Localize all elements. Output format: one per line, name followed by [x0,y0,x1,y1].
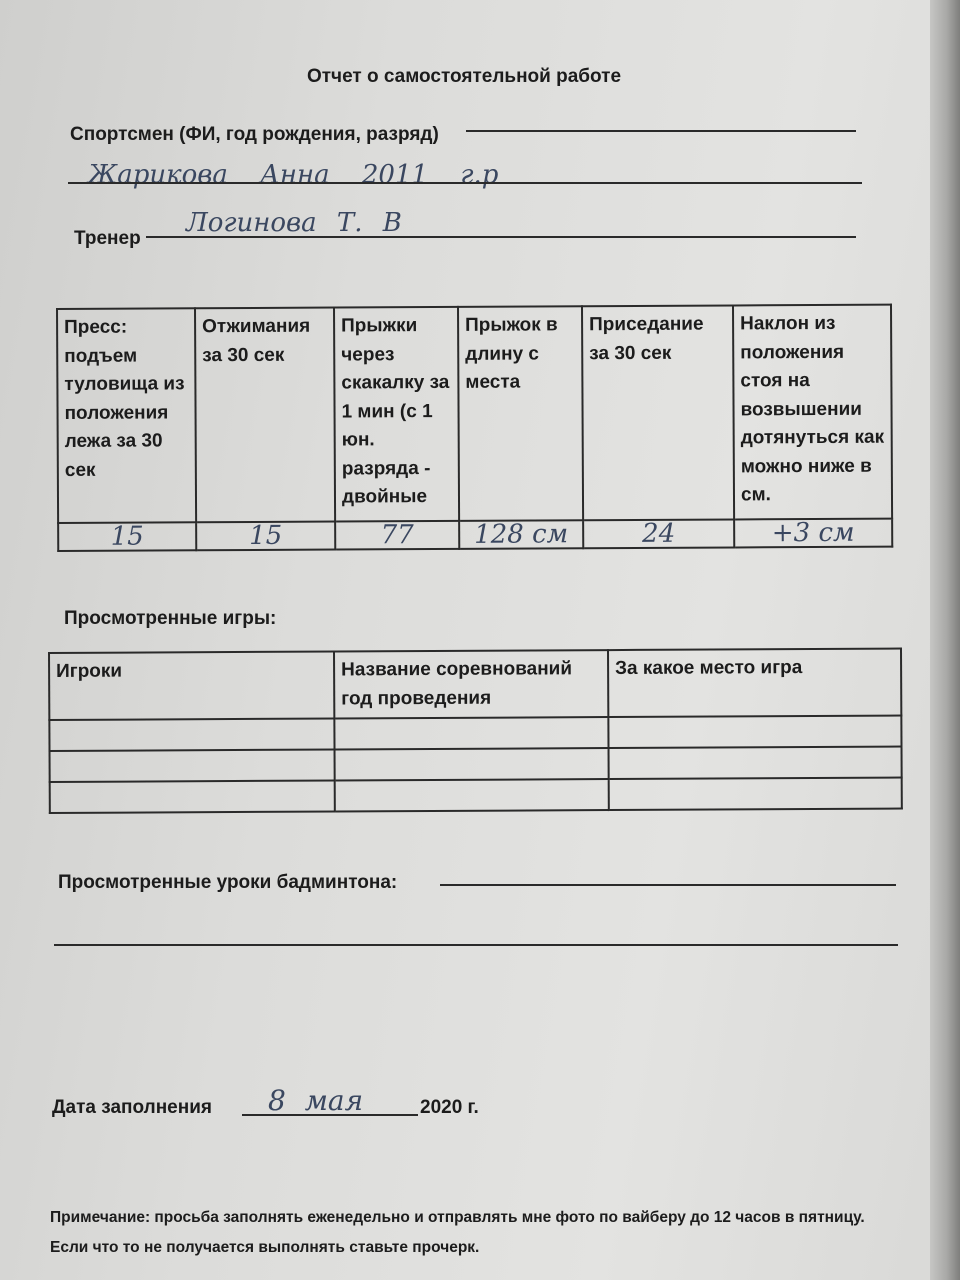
games-cell [334,717,608,749]
header-pushups: Отжимания за 30 сек [195,308,335,523]
lessons-line-2 [54,944,898,946]
lessons-label: Просмотренные уроки бадминтона: [58,872,398,893]
value-jump-rope: 77 [335,521,459,550]
games-header-competition: Название соревнований год проведения [334,650,608,718]
games-cell [50,750,335,782]
coach-label: Тренер [74,228,141,249]
header-squats: Приседание за 30 сек [582,305,734,520]
games-label: Просмотренные игры: [64,608,277,629]
table-row [50,778,902,813]
games-table [48,648,903,814]
athlete-label-line [466,130,856,132]
games-header-row [49,649,901,720]
games-cell [609,778,902,811]
athlete-handwritten-value: Жарикова Анна 2011 г.р [88,160,499,190]
games-cell [608,716,901,749]
coach-handwritten-value: Логинова Т. В [186,208,402,238]
lessons-line-1 [440,884,896,886]
games-cell [49,719,334,751]
date-label: Дата заполнения [52,1097,212,1118]
athlete-value-line [68,182,862,184]
document-title: Отчет о самостоятельной работе [306,66,622,87]
header-bend: Наклон из положения стоя на возвышении дотянуться как можно ниже в см. [733,305,892,520]
athlete-label: Спортсмен (ФИ, год рождения, разряд) [70,124,439,145]
value-bend: +3 см [734,519,892,548]
header-jump-rope: Прыжки через скакалку за 1 мин (с 1 юн. разряда - двойные [334,307,459,522]
table-row [50,747,902,782]
games-cell [335,748,609,780]
games-cell [50,781,335,813]
games-cell [609,747,902,780]
value-squats: 24 [583,519,734,548]
footer-note: Примечание: просьба заполнять еженедельно и отправлять мне фото по вайберу до 12 часов в пятницу. Если что то не получается выполнять ставьте прочерк. [50,1209,865,1256]
tests-table [56,304,893,552]
tests-values-row [58,519,892,551]
paper-edge [930,0,960,1280]
date-handwritten-value: 8 мая [268,1084,364,1117]
value-press: 15 [58,522,196,551]
tests-header-row [57,305,892,523]
header-long-jump: Прыжок в длину с места [458,306,583,521]
header-press: Пресс: подъем туловища из положения лежа за 30 сек [57,308,196,523]
value-pushups: 15 [196,522,335,551]
games-header-place: За какое место игра [608,649,901,718]
date-year: 2020 г. [420,1097,479,1118]
games-cell [335,779,609,811]
table-row [49,716,901,751]
date-line [242,1114,418,1116]
coach-value-line [146,236,856,238]
games-header-players: Игроки [49,652,334,720]
value-long-jump: 128 см [459,520,583,549]
